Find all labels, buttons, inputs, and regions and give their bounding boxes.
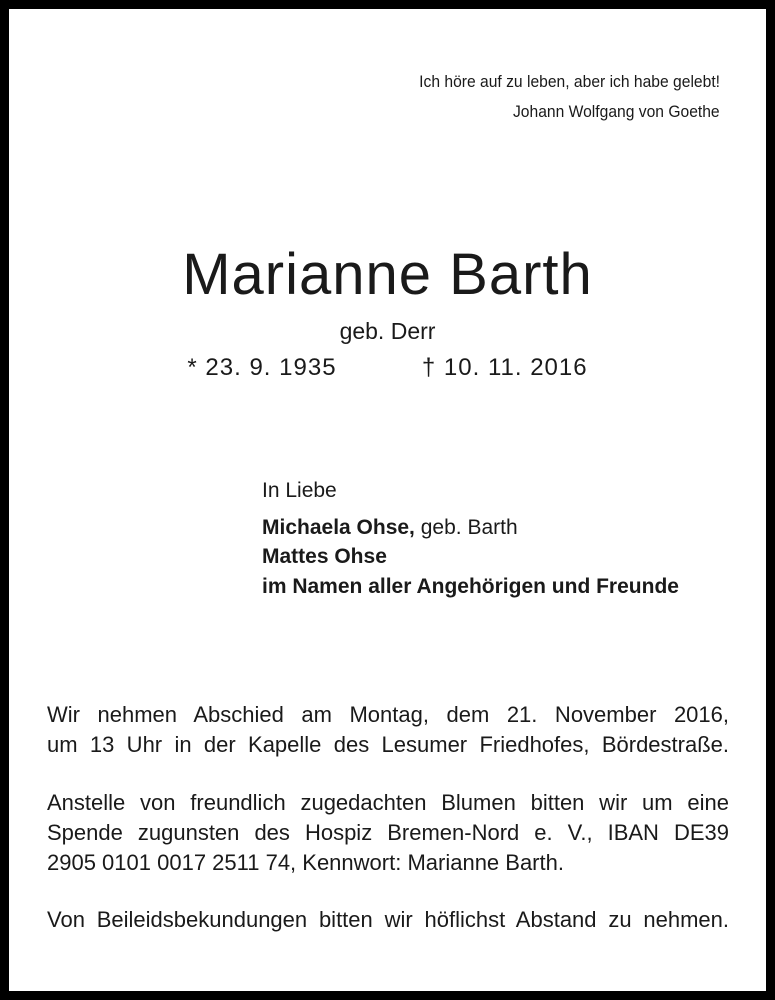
birth-date: * 23. 9. 1935 <box>187 354 337 381</box>
quote-author: Johann Wolfgang von Goethe <box>513 102 720 121</box>
mourner-maiden: geb. Barth <box>414 516 518 539</box>
donation-line: Spende zugunsten des Hospiz Bremen-Nord e. V., IBAN DE39 <box>47 820 729 845</box>
farewell-line: um 13 Uhr in der Kapelle des Lesumer Friedhofes, Bördestraße. <box>47 732 729 757</box>
condolence-note: Von Beileidsbekundungen bitten wir höflichst Abstand zu nehmen. <box>47 907 729 932</box>
mourner-name: Michaela Ohse, <box>262 516 415 539</box>
death-date: † 10. 11. 2016 <box>421 354 588 381</box>
quote-text: Ich höre auf zu leben, aber ich habe gelebt! <box>419 72 720 91</box>
deceased-name: Marianne Barth <box>182 242 593 307</box>
life-dates <box>9 354 766 382</box>
mourner-line <box>262 516 518 540</box>
mourner-line: Mattes Ohse <box>262 545 387 568</box>
donation-line: 2905 0101 0017 2511 74, Kennwort: Marianne Barth. <box>47 850 564 875</box>
mourners-intro: In Liebe <box>262 479 337 502</box>
obituary-notice <box>9 9 766 991</box>
donation-line: Anstelle von freundlich zugedachten Blumen bitten wir um eine <box>47 790 729 815</box>
mourner-line: im Namen aller Angehörigen und Freunde <box>262 575 679 598</box>
maiden-name: geb. Derr <box>339 318 436 344</box>
farewell-line: Wir nehmen Abschied am Montag, dem 21. November 2016, <box>47 702 729 727</box>
